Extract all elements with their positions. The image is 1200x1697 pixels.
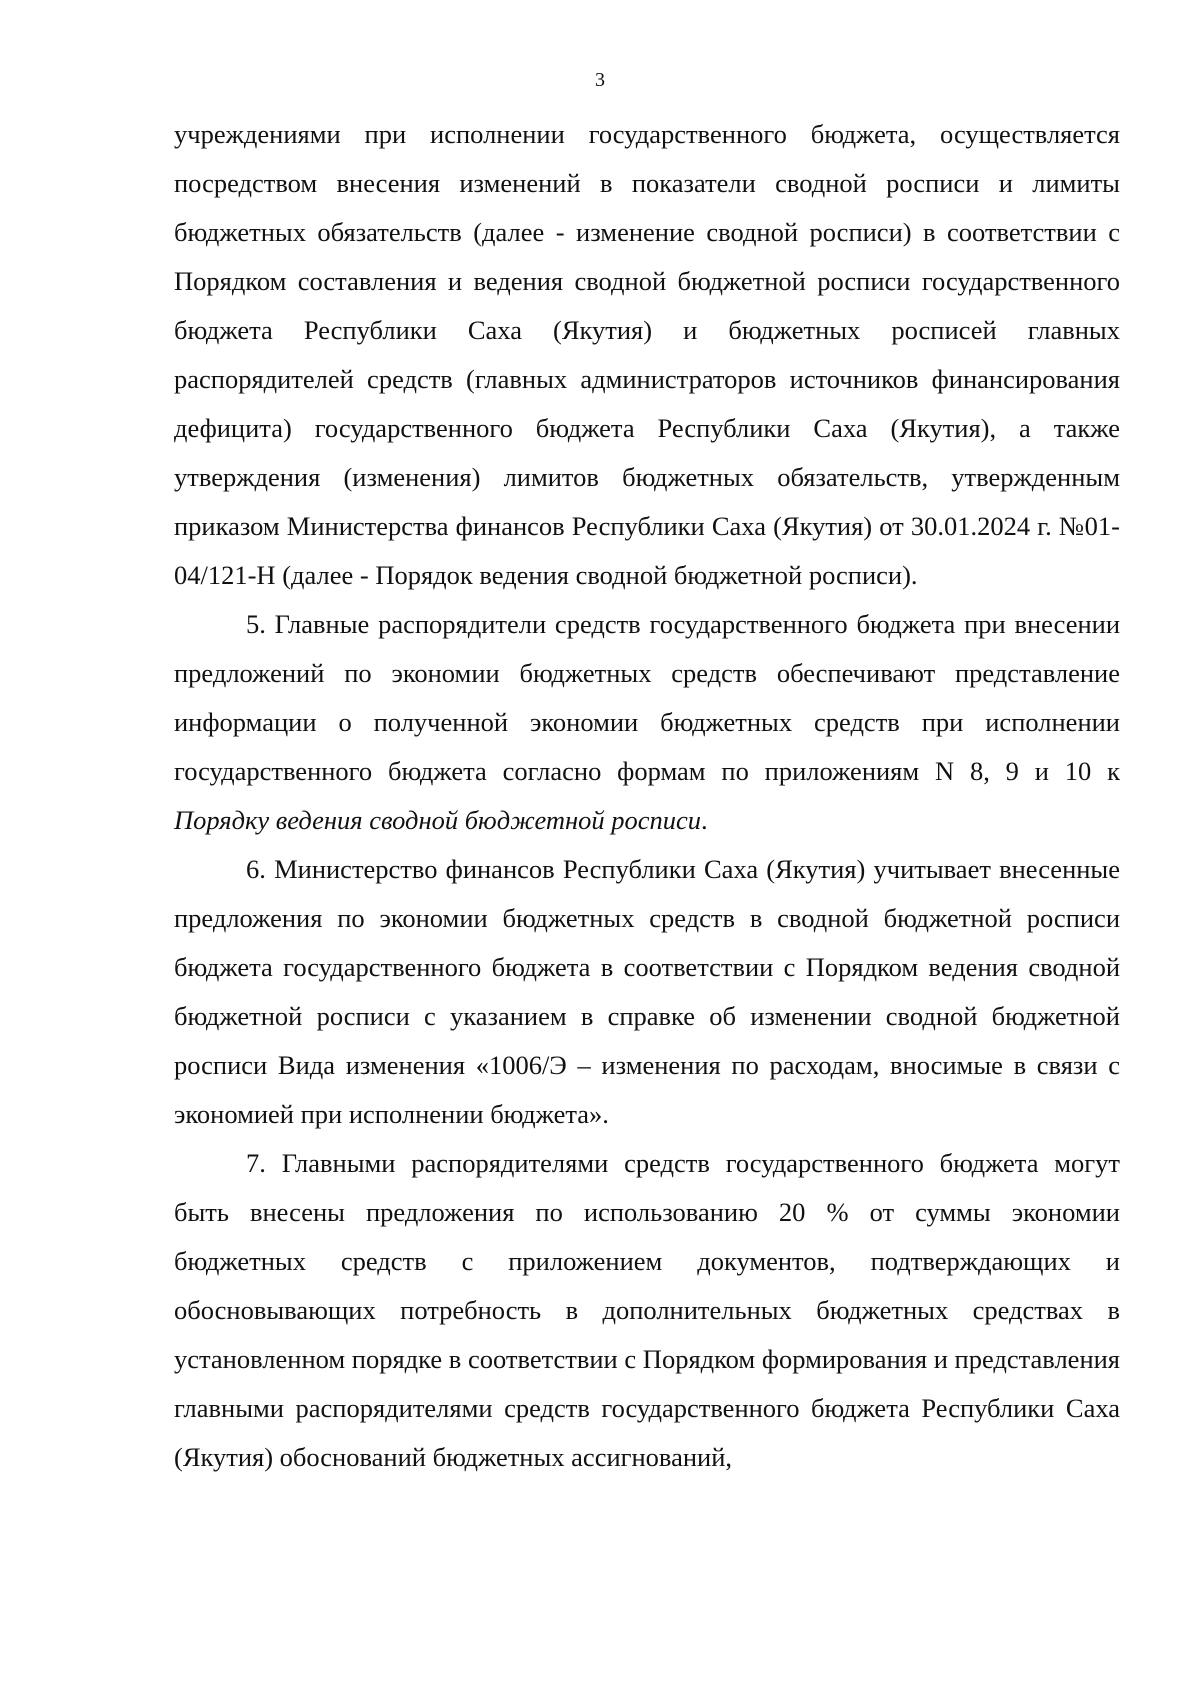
- paragraph-5-end: .: [701, 805, 708, 835]
- page-number: 3: [595, 69, 605, 91]
- paragraph-5: [174, 600, 1120, 845]
- paragraph-5-text: 5. Главные распорядители средств государственного бюджета при внесении предложений по экономии бюджетных средств обеспечивают представление информации о полученной экономии бюджетных средств при исполнении государственного бюджета согласно формам по приложениям N 8, 9 и 10 к: [174, 609, 1120, 786]
- document-body: [174, 110, 1120, 1482]
- paragraph-7: 7. Главными распорядителями средств государственного бюджета могут быть внесены предложения по использованию 20 % от суммы экономии бюджетных средств с приложением документов, подтверждающих и обосновывающих потребность в дополнительных бюджетных средствах в установленном порядке в соответствии с Порядком формирования и представления главными распорядителями средств государственного бюджета Республики Саха (Якутия) обоснований бюджетных ассигнований,: [174, 1148, 1120, 1472]
- paragraph-5-italic-reference: Порядку ведения сводной бюджетной росписи: [174, 805, 702, 835]
- paragraph-continuation: учреждениями при исполнении государственного бюджета, осуществляется посредством внесения изменений в показатели сводной росписи и лимиты бюджетных обязательств (далее - изменение сводной росписи) в соответствии с Порядком составления и ведения сводной бюджетной росписи государственного бюджета Республики Саха (Якутия) и бюджетных росписей главных распорядителей средств (главных администраторов источников финансирования дефицита) государственного бюджета Республики Саха (Якутия), а также утверждения (изменения) лимитов бюджетных обязательств, утвержденным приказом Министерства финансов Республики Саха (Якутия) от 30.01.2024 г. №01-04/121-Н (далее - Порядок ведения сводной бюджетной росписи).: [174, 119, 1120, 590]
- paragraph-6: 6. Министерство финансов Республики Саха (Якутия) учитывает внесенные предложения по экономии бюджетных средств в сводной бюджетной росписи бюджета государственного бюджета в соответствии с Порядком ведения сводной бюджетной росписи с указанием в справке об изменении сводной бюджетной росписи Вида изменения «1006/Э – изменения по расходам, вносимые в связи с экономией при исполнении бюджета».: [174, 854, 1120, 1129]
